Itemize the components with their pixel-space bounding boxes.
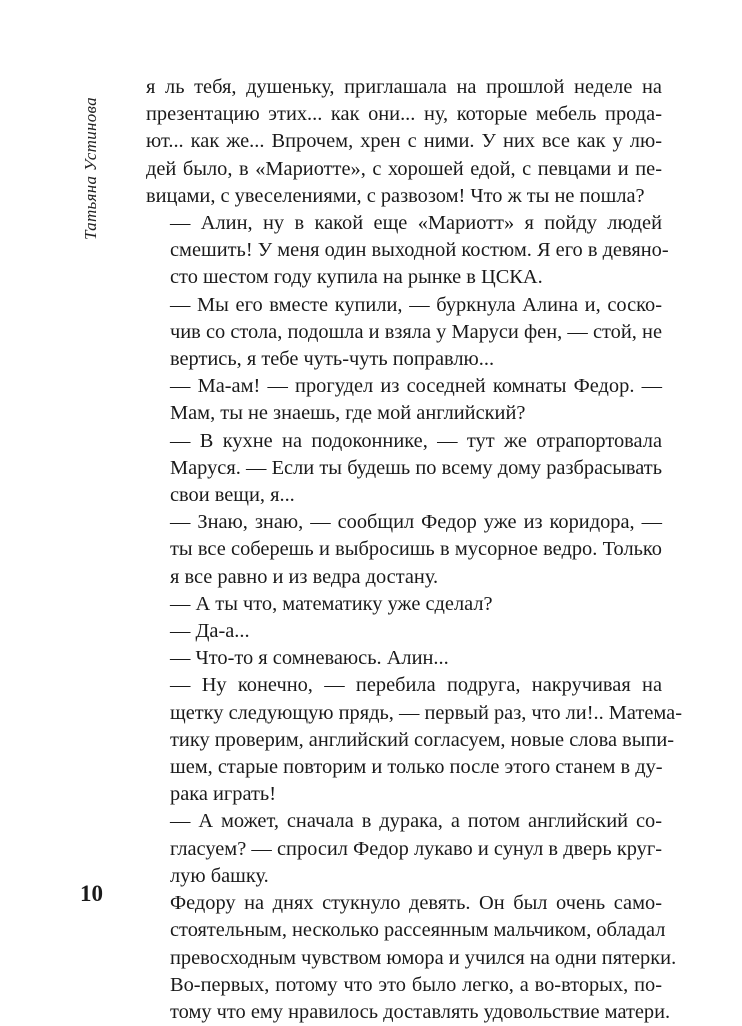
paragraph bbox=[146, 509, 662, 591]
text-line: чив со стола, подошла и взяла у Маруси фен, — стой, не bbox=[170, 320, 662, 343]
body-text bbox=[146, 74, 683, 1026]
paragraph bbox=[146, 672, 683, 808]
text-line: я ль тебя, душеньку, приглашала на прошлой неделе на bbox=[146, 76, 662, 98]
text-line: рака играть! bbox=[170, 783, 276, 806]
paragraph bbox=[146, 591, 662, 618]
text-line: Мам, ты не знаешь, где мой английский? bbox=[170, 402, 526, 425]
text-line: — А может, сначала в дурака, а потом английский со- bbox=[170, 810, 662, 833]
text-line: презентацию этих... как они... ну, которые мебель прода- bbox=[146, 103, 662, 126]
paragraph bbox=[146, 373, 662, 427]
text-line: Маруся. — Если ты будешь по всему дому разбрасывать bbox=[170, 456, 662, 479]
text-line: ты все соберешь и выбросишь в мусорное ведро. Только bbox=[170, 538, 662, 561]
paragraph bbox=[146, 808, 662, 890]
text-line: — Что-то я сомневаюсь. Алин... bbox=[170, 647, 449, 670]
text-line: — Алин, ну в какой еще «Мариотт» я пойду людей bbox=[170, 212, 662, 235]
running-head-author: Татьяна Устинова bbox=[81, 97, 100, 240]
text-line: ют... как же... Впрочем, хрен с ними. У них все как у лю- bbox=[146, 130, 662, 153]
text-line: — Мы его вместе купили, — буркнула Алина и, соско- bbox=[170, 293, 662, 316]
text-line: щетку следующую прядь, — первый раз, что ли!.. Матема- bbox=[170, 701, 683, 724]
text-line: дей было, в «Мариотте», с хорошей едой, с певцами и пе- bbox=[146, 157, 662, 180]
paragraph bbox=[146, 210, 669, 292]
paragraph bbox=[146, 292, 662, 374]
text-line: я все равно и из ведра достану. bbox=[170, 565, 439, 588]
text-line: вертись, я тебе чуть-чуть поправлю... bbox=[170, 348, 495, 371]
text-line: — В кухне на подоконнике, — тут же отрапортовала bbox=[170, 429, 662, 452]
text-line: превосходным чувством юмора и учился на одни пятерки. bbox=[170, 946, 677, 969]
text-line: — А ты что, математику уже сделал? bbox=[170, 592, 493, 615]
text-line: — Ма-ам! — прогудел из соседней комнаты Федор. — bbox=[170, 375, 662, 398]
text-line: тому что ему нравилось доставлять удовольствие матери. bbox=[170, 1000, 671, 1023]
page-number: 10 bbox=[80, 881, 103, 906]
text-line: — Знаю, знаю, — сообщил Федор уже из коридора, — bbox=[170, 511, 662, 534]
text-line: смешить! У меня один выходной костюм. Я его в девяно- bbox=[170, 239, 669, 262]
text-line: тику проверим, английский согласуем, новые слова выпи- bbox=[170, 728, 675, 751]
paragraph bbox=[146, 74, 662, 210]
paragraph bbox=[146, 428, 662, 510]
text-line: лую башку. bbox=[170, 864, 269, 887]
paragraph bbox=[146, 645, 662, 672]
text-line: Во-первых, потому что это было легко, а во-вторых, по- bbox=[170, 973, 662, 996]
text-line: шем, старые повторим и только после этого станем в ду- bbox=[170, 756, 663, 779]
paragraph bbox=[146, 890, 677, 1026]
text-line: гласуем? — спросил Федор лукаво и сунул в дверь круг- bbox=[170, 837, 662, 860]
text-line: стоятельным, несколько рассеянным мальчиком, обладал bbox=[170, 919, 666, 942]
text-line: вицами, с увеселениями, с развозом! Что ж ты не пошла? bbox=[146, 184, 645, 207]
text-line: — Ну конечно, — перебила подруга, накручивая на bbox=[170, 674, 662, 697]
text-line: сто шестом году купила на рынке в ЦСКА. bbox=[170, 266, 543, 289]
text-line: Федору на днях стукнуло девять. Он был очень само- bbox=[170, 892, 662, 915]
text-line: — Да-а... bbox=[170, 620, 250, 643]
text-line: свои вещи, я... bbox=[170, 484, 295, 507]
paragraph bbox=[146, 618, 662, 645]
